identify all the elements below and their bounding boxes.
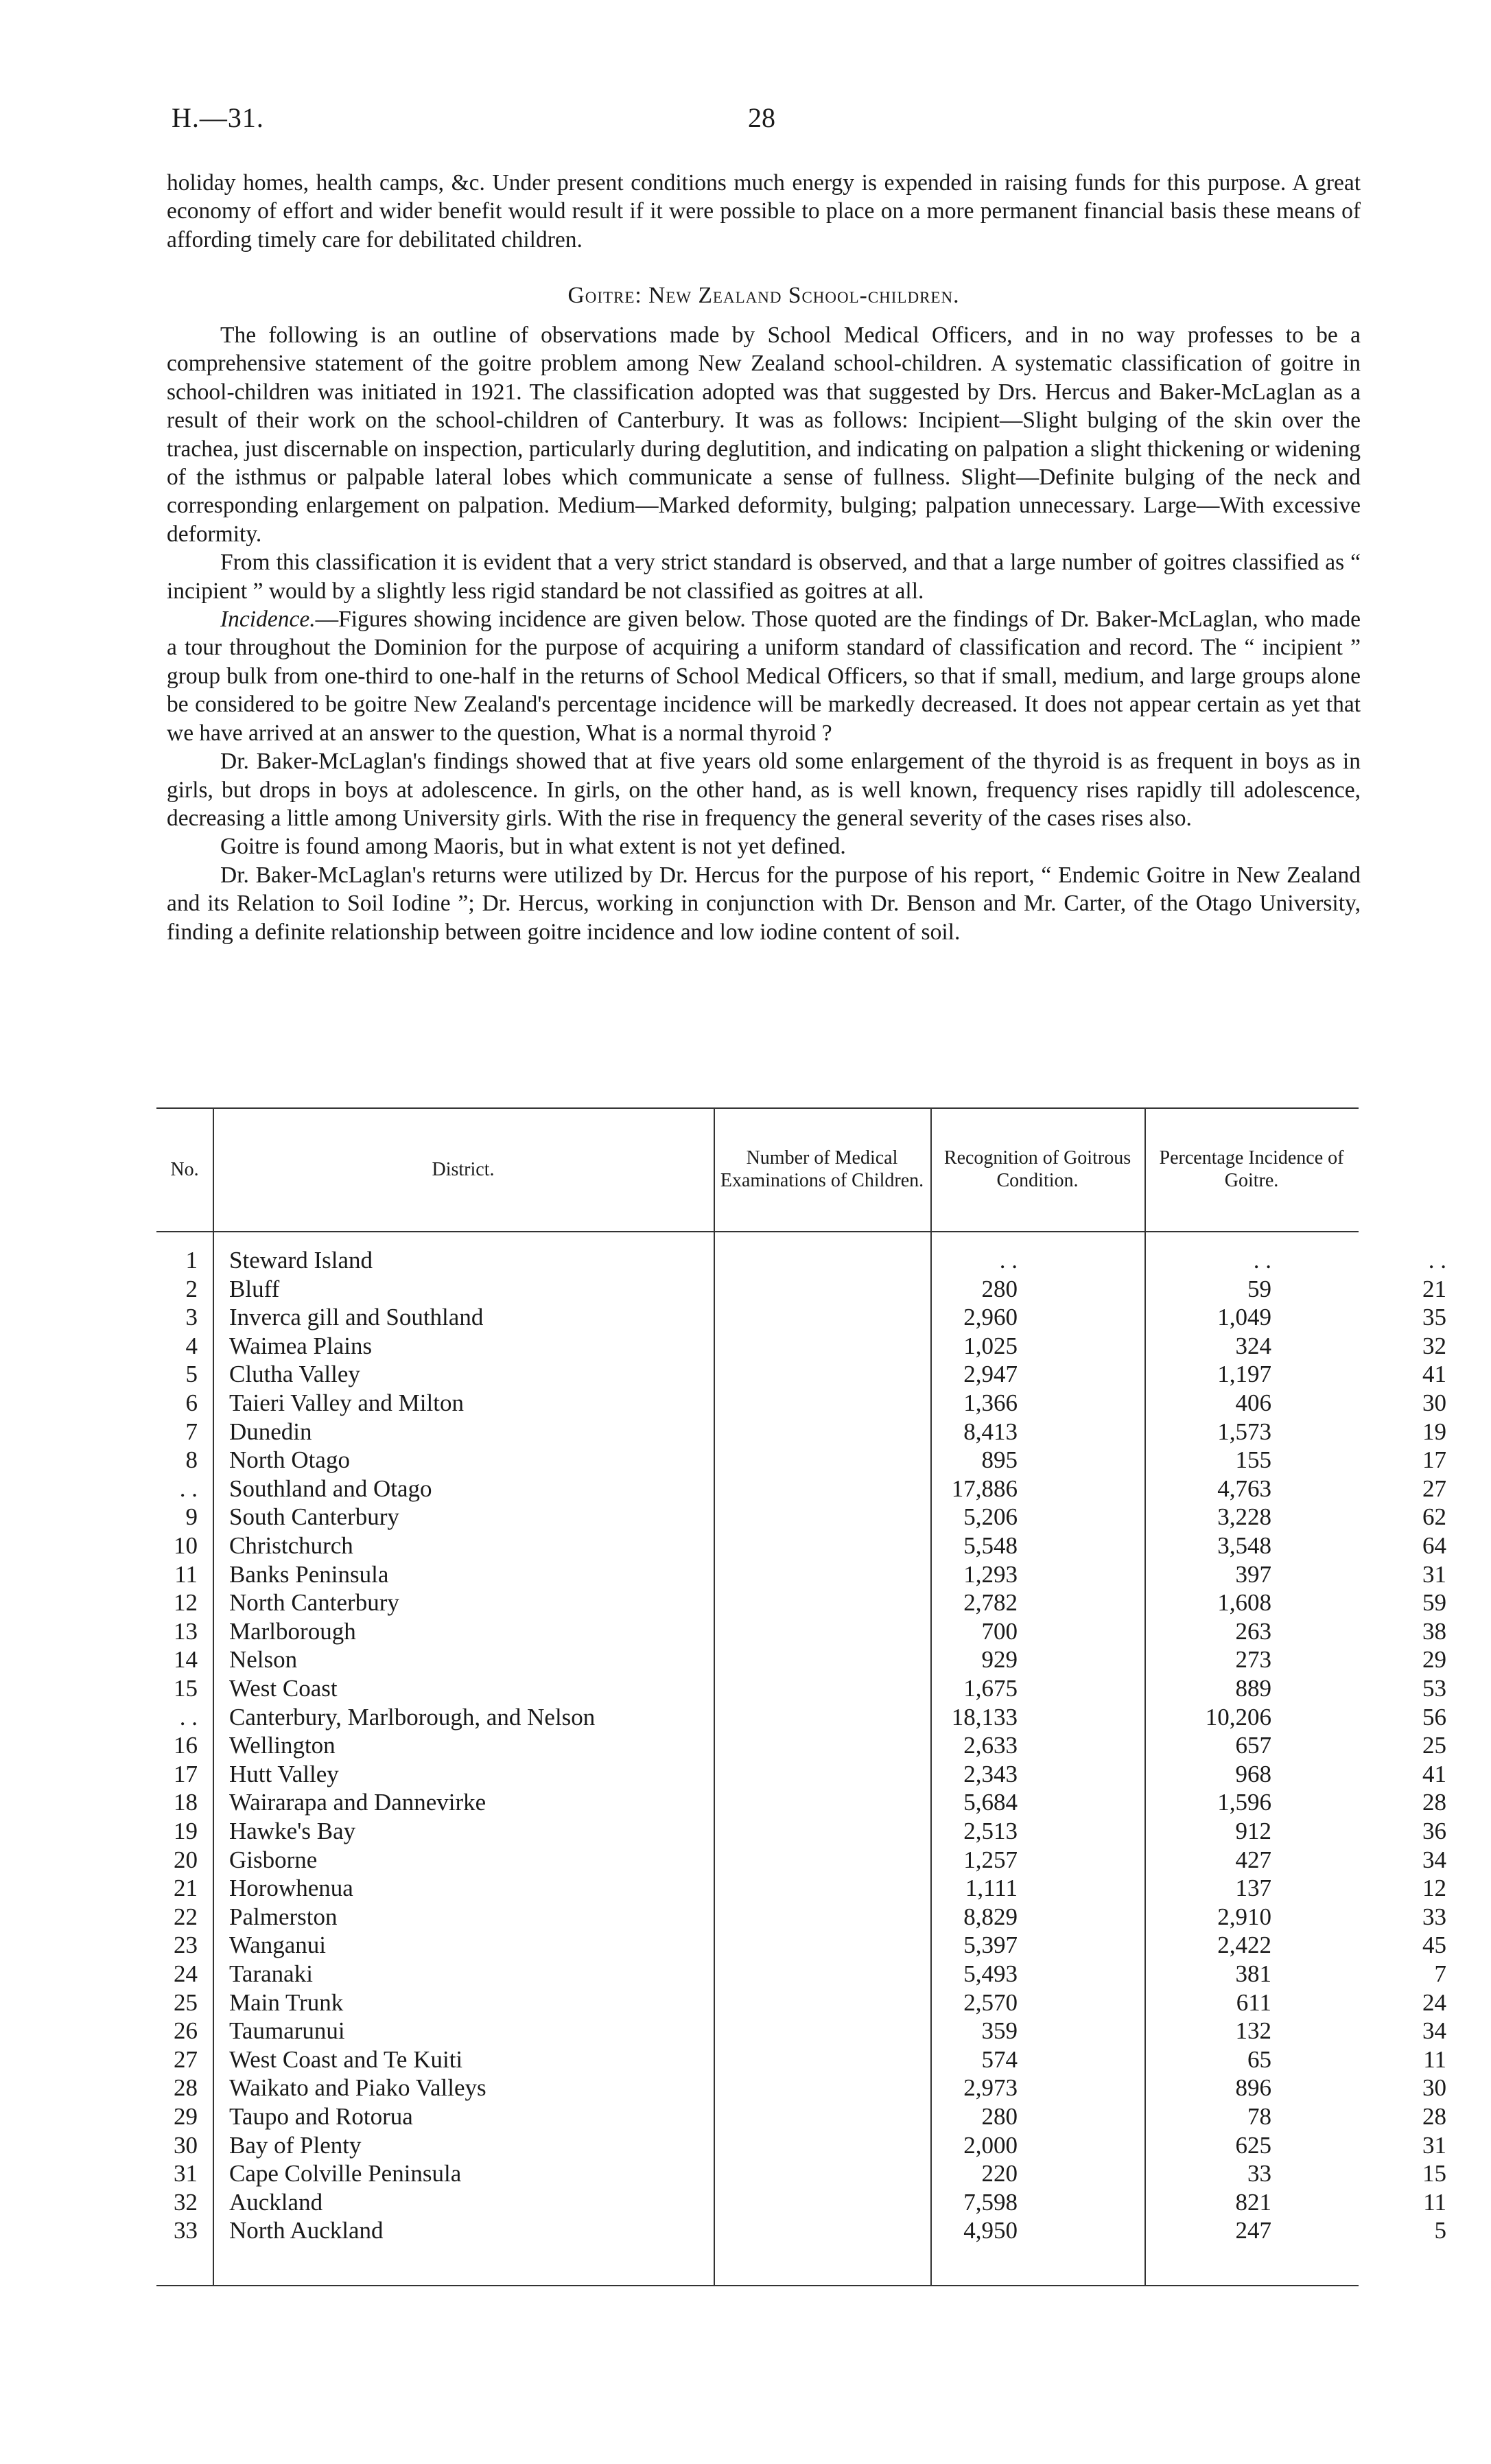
district-name: Horowhenua: [229, 1875, 353, 1902]
examinations-count: 2,960: [963, 1304, 1018, 1331]
row-number: 15: [174, 1675, 198, 1702]
percentage-incidence: 34: [1422, 1846, 1446, 1873]
examinations-count: 1,675: [963, 1675, 1018, 1702]
recognition-count: 155: [1235, 1446, 1271, 1474]
district-name: Nelson: [229, 1646, 298, 1674]
recognition-count: 10,206: [1205, 1703, 1271, 1730]
table-row: [156, 1731, 1446, 1760]
percentage-incidence: 7: [1434, 1960, 1446, 1987]
examinations-count: 1,293: [963, 1560, 1018, 1588]
examinations-count: 2,343: [963, 1760, 1018, 1787]
examinations-count: 280: [981, 1275, 1018, 1302]
incidence-text: —Figures showing incidence are given below. Those quoted are the findings of Dr. Baker-McLaglan, who made a tour throughout the Dominion for the purpose of acquiring a uniform standard of classification and record. The “ incipient ” group bulk from one-third to one-half in the returns of School Medical Officers, so that if small, medium, and large groups alone be considered to be goitre New Zealand's percentage incidence will be markedly decreased. It does not appear certain as yet that we have arrived at an answer to the question, What is a normal thyroid ?: [167, 607, 1361, 746]
row-number: 11: [174, 1560, 198, 1588]
row-number: . .: [179, 1703, 198, 1730]
row-number: 10: [174, 1532, 198, 1559]
recognition-count: 65: [1247, 2045, 1271, 2073]
row-number: 6: [185, 1389, 198, 1416]
table-row: [156, 1931, 1446, 1960]
row-number: 29: [174, 2103, 198, 2130]
percentage-incidence: 32: [1422, 1332, 1446, 1359]
header-examinations: Number of Medical Examinations of Children.: [720, 1147, 924, 1191]
table-row: [156, 1960, 1446, 1988]
table-row: [156, 2159, 1446, 2188]
row-number: 7: [185, 1418, 198, 1445]
row-number: 22: [174, 1903, 198, 1930]
table-row: [156, 2102, 1446, 2131]
district-name: Taumarunui: [229, 2017, 345, 2045]
recognition-count: . .: [1253, 1247, 1271, 1274]
row-number: 25: [174, 1988, 198, 2016]
row-number: 3: [185, 1304, 198, 1331]
examinations-count: 1,257: [963, 1846, 1018, 1873]
examinations-count: 574: [981, 2045, 1018, 2073]
recognition-count: 427: [1235, 1846, 1271, 1873]
examinations-count: 4,950: [963, 2217, 1018, 2244]
examinations-count: 8,829: [963, 1903, 1018, 1930]
district-name: Taieri Valley and Milton: [229, 1389, 464, 1416]
examinations-count: 8,413: [963, 1418, 1018, 1445]
examinations-count: 5,206: [963, 1503, 1018, 1531]
row-number: 33: [174, 2217, 198, 2244]
table-row: [156, 1817, 1446, 1846]
district-name: Canterbury, Marlborough, and Nelson: [229, 1703, 596, 1730]
recognition-count: 324: [1235, 1332, 1271, 1359]
table-row: [156, 1475, 1446, 1503]
table-row: [156, 1503, 1446, 1532]
row-number: 32: [174, 2188, 198, 2216]
table-row: [156, 1446, 1446, 1475]
paragraph-maoris: Goitre is found among Maoris, but in what extent is not yet defined.: [220, 834, 846, 860]
table-row: [156, 2045, 1446, 2074]
percentage-incidence: 25: [1422, 1732, 1446, 1759]
district-name: Main Trunk: [229, 1988, 344, 2016]
percentage-incidence: 11: [1423, 2045, 1446, 2073]
percentage-incidence: 30: [1422, 1389, 1446, 1416]
row-number: 4: [185, 1332, 198, 1359]
header-recognition: Recognition of Goitrous Condition.: [943, 1147, 1131, 1191]
percentage-incidence: 41: [1422, 1760, 1446, 1787]
percentage-incidence: . .: [1428, 1247, 1446, 1274]
recognition-count: 3,548: [1217, 1532, 1271, 1559]
examinations-count: 1,025: [963, 1332, 1018, 1359]
recognition-count: 406: [1235, 1389, 1271, 1416]
district-name: Waimea Plains: [229, 1332, 373, 1359]
percentage-incidence: 31: [1422, 2131, 1446, 2159]
district-name: Bluff: [229, 1275, 280, 1302]
district-name: Cape Colville Peninsula: [229, 2160, 462, 2187]
district-name: Banks Peninsula: [229, 1560, 389, 1588]
percentage-incidence: 41: [1422, 1361, 1446, 1388]
table-row: [156, 1532, 1446, 1560]
row-number: 21: [174, 1875, 198, 1902]
page-number: 28: [748, 102, 775, 133]
examinations-count: 17,886: [951, 1475, 1018, 1502]
row-number: 5: [185, 1361, 198, 1388]
percentage-incidence: 64: [1422, 1532, 1446, 1559]
table-bottom-rule: [156, 2285, 1359, 2286]
row-number: 26: [174, 2017, 198, 2045]
recognition-count: 3,228: [1217, 1503, 1271, 1531]
percentage-incidence: 31: [1422, 1560, 1446, 1588]
recognition-count: 1,596: [1217, 1789, 1271, 1816]
document-reference: H.—31.: [172, 102, 264, 133]
percentage-incidence: 17: [1422, 1446, 1446, 1474]
row-number: 18: [174, 1789, 198, 1816]
row-number: 30: [174, 2131, 198, 2159]
examinations-count: 2,782: [963, 1589, 1018, 1617]
percentage-incidence: 5: [1434, 2217, 1446, 2244]
table-row: [156, 1360, 1446, 1389]
row-number: 8: [185, 1446, 198, 1474]
table-row: [156, 1389, 1446, 1418]
recognition-count: 247: [1235, 2217, 1271, 2244]
percentage-incidence: 30: [1422, 2074, 1446, 2102]
table-row: [156, 2074, 1446, 2102]
percentage-incidence: 38: [1422, 1617, 1446, 1645]
intro-paragraph-block: [167, 169, 1361, 254]
recognition-count: 968: [1235, 1760, 1271, 1787]
percentage-incidence: 24: [1422, 1988, 1446, 2016]
district-name: Waikato and Piako Valleys: [229, 2074, 486, 2102]
district-name: Inverca gill and Southland: [229, 1304, 484, 1331]
examinations-count: 359: [981, 2017, 1018, 2045]
percentage-incidence: 35: [1422, 1304, 1446, 1331]
recognition-count: 1,573: [1217, 1418, 1271, 1445]
table-row: [156, 1903, 1446, 1932]
percentage-incidence: 15: [1422, 2160, 1446, 2187]
recognition-count: 397: [1235, 1560, 1271, 1588]
paragraph-strict-standard: From this classification it is evident that a very strict standard is observed, and that a large number of goitres classified as “ incipient ” would by a slightly less rigid standard be not classified as goitres at all.: [167, 550, 1361, 604]
percentage-incidence: 29: [1422, 1646, 1446, 1674]
examinations-count: 1,111: [965, 1875, 1018, 1902]
percentage-incidence: 11: [1423, 2188, 1446, 2216]
row-number: 23: [174, 1932, 198, 1959]
examinations-count: 220: [981, 2160, 1018, 2187]
district-name: Steward Island: [229, 1247, 373, 1274]
recognition-count: 59: [1247, 1275, 1271, 1302]
percentage-incidence: 21: [1422, 1275, 1446, 1302]
recognition-count: 821: [1235, 2188, 1271, 2216]
examinations-count: . .: [999, 1247, 1018, 1274]
examinations-count: 2,947: [963, 1361, 1018, 1388]
percentage-incidence: 28: [1422, 2103, 1446, 2130]
table-row: [156, 1246, 1446, 1275]
table-row: [156, 1988, 1446, 2017]
table-row: [156, 2216, 1446, 2245]
row-number: 27: [174, 2045, 198, 2073]
district-name: North Otago: [229, 1446, 350, 1474]
percentage-incidence: 56: [1422, 1703, 1446, 1730]
paragraph-incidence: [167, 605, 1361, 747]
percentage-incidence: 34: [1422, 2017, 1446, 2045]
table-row: [156, 1846, 1446, 1875]
district-name: Hawke's Bay: [229, 1818, 356, 1844]
district-name: Wanganui: [229, 1932, 327, 1959]
recognition-count: 78: [1247, 2103, 1271, 2130]
district-name: Gisborne: [229, 1846, 318, 1873]
table-row: [156, 1788, 1446, 1817]
district-name: West Coast: [229, 1675, 338, 1702]
intro-paragraph: holiday homes, health camps, &c. Under present conditions much energy is expended in raising funds for this purpose. A great economy of effort and wider benefit would result if it were possible to place on a more permanent financial basis these means of affording timely care for debilitated children.: [167, 170, 1361, 253]
recognition-count: 132: [1235, 2017, 1271, 2045]
recognition-count: 912: [1235, 1818, 1271, 1844]
recognition-count: 1,049: [1217, 1304, 1271, 1331]
row-number: 1: [185, 1247, 198, 1274]
percentage-incidence: 19: [1422, 1418, 1446, 1445]
recognition-count: 611: [1236, 1988, 1271, 2016]
district-name: Bay of Plenty: [229, 2131, 362, 2159]
recognition-count: 381: [1235, 1960, 1271, 1987]
row-number: 16: [174, 1732, 198, 1759]
recognition-count: 657: [1235, 1732, 1271, 1759]
section-title: Goitre: New Zealand School-children.: [567, 283, 960, 308]
recognition-count: 137: [1235, 1875, 1271, 1902]
examinations-count: 895: [981, 1446, 1018, 1474]
row-number: 17: [174, 1760, 198, 1787]
table-row: [156, 2131, 1446, 2160]
examinations-count: 5,548: [963, 1532, 1018, 1559]
percentage-incidence: 53: [1422, 1675, 1446, 1702]
table-row: [156, 1645, 1446, 1674]
examinations-count: 5,493: [963, 1960, 1018, 1987]
district-name: Clutha Valley: [229, 1361, 360, 1388]
page-header: [172, 102, 1379, 143]
examinations-count: 700: [981, 1617, 1018, 1645]
examinations-count: 7,598: [963, 2188, 1018, 2216]
row-number: 14: [174, 1646, 198, 1674]
recognition-count: 2,910: [1217, 1903, 1271, 1930]
examinations-count: 5,684: [963, 1789, 1018, 1816]
percentage-incidence: 33: [1422, 1903, 1446, 1930]
table-row: [156, 1760, 1446, 1789]
percentage-incidence: 62: [1422, 1503, 1446, 1531]
table-row: [156, 1588, 1446, 1617]
examinations-count: 1,366: [963, 1389, 1018, 1416]
recognition-count: 2,422: [1217, 1932, 1271, 1959]
header-no: No.: [170, 1158, 199, 1180]
percentage-incidence: 36: [1422, 1818, 1446, 1844]
paragraph-classification: The following is an outline of observations made by School Medical Officers, and in no way professes to be a comprehensive statement of the goitre problem among New Zealand school-children. A systematic classification of goitre in school-children was initiated in 1921. The classification adopted was that suggested by Drs. Hercus and Baker-McLaglan as a result of their work on the school-children of Canterbury. It was as follows: Incipient—Slight bulging of the skin over the trachea, just discernable on inspection, particularly during deglutition, and indicating on palpation a slight thickening or widening of the isthmus or palpable lateral lobes which communicate a sense of fullness. Slight—Definite bulging of the neck and corresponding enlargement on palpation. Medium—Marked deformity, bulging; palpation unnecessary. Large—With excessive deformity.: [167, 322, 1361, 547]
examinations-count: 2,000: [963, 2131, 1018, 2159]
table-row: [156, 1418, 1446, 1446]
examinations-count: 2,973: [963, 2074, 1018, 2102]
table-row: [156, 1332, 1446, 1361]
table-row: [156, 2017, 1446, 2045]
examinations-count: 929: [981, 1646, 1018, 1674]
row-number: 28: [174, 2074, 198, 2102]
table-header-rule: [156, 1231, 1359, 1232]
district-name: Auckland: [229, 2188, 323, 2216]
recognition-count: 889: [1235, 1675, 1271, 1702]
row-number: . .: [179, 1475, 198, 1502]
percentage-incidence: 12: [1422, 1875, 1446, 1902]
examinations-count: 2,513: [963, 1818, 1018, 1844]
district-name: Marlborough: [229, 1617, 356, 1645]
row-number: 2: [185, 1275, 198, 1302]
table-row: [156, 1617, 1446, 1646]
table-row: [156, 1303, 1446, 1332]
examinations-count: 5,397: [963, 1932, 1018, 1959]
table-row: [156, 1703, 1446, 1732]
district-name: North Auckland: [229, 2217, 384, 2244]
district-name: Hutt Valley: [229, 1760, 339, 1787]
recognition-count: 273: [1235, 1646, 1271, 1674]
table-row: [156, 2188, 1446, 2217]
district-name: West Coast and Te Kuiti: [229, 2045, 463, 2073]
district-name: Wairarapa and Dannevirke: [229, 1789, 486, 1816]
row-number: 9: [185, 1503, 198, 1531]
recognition-count: 896: [1235, 2074, 1271, 2102]
district-name: South Canterbury: [229, 1503, 399, 1531]
examinations-count: 2,633: [963, 1732, 1018, 1759]
examinations-count: 18,133: [951, 1703, 1018, 1730]
district-name: Palmerston: [229, 1903, 338, 1930]
district-name: Wellington: [229, 1732, 336, 1759]
recognition-count: 33: [1247, 2160, 1271, 2187]
table-row: [156, 1874, 1446, 1903]
row-number: 19: [174, 1818, 198, 1844]
examinations-count: 2,570: [963, 1988, 1018, 2016]
row-number: 12: [174, 1589, 198, 1617]
row-number: 31: [174, 2160, 198, 2187]
district-name: Christchurch: [229, 1532, 353, 1559]
percentage-incidence: 45: [1422, 1932, 1446, 1959]
row-number: 24: [174, 1960, 198, 1987]
row-number: 20: [174, 1846, 198, 1873]
paragraph-findings: Dr. Baker-McLaglan's findings showed that at five years old some enlargement of the thyroid is as frequent in boys as in girls, but drops in boys at adolescence. In girls, on the other hand, as is well known, frequency rises rapidly till adolescence, decreasing a little among University girls. With the rise in frequency the general severity of the cases rises also.: [167, 749, 1361, 831]
district-name: Taranaki: [229, 1960, 313, 1987]
percentage-incidence: 27: [1422, 1475, 1446, 1502]
header-district: District.: [432, 1158, 495, 1180]
recognition-count: 1,197: [1217, 1361, 1271, 1388]
recognition-count: 1,608: [1217, 1589, 1271, 1617]
percentage-incidence: 59: [1422, 1589, 1446, 1617]
incidence-label: Incidence.: [220, 607, 316, 633]
district-name: Southland and Otago: [229, 1475, 432, 1502]
recognition-count: 625: [1235, 2131, 1271, 2159]
percentage-incidence: 28: [1422, 1789, 1446, 1816]
paragraph-hercus-report: Dr. Baker-McLaglan's returns were utilized by Dr. Hercus for the purpose of his report, “ Endemic Goitre in New Zealand and its Relation to Soil Iodine ”; Dr. Hercus, working in conjunction with Dr. Benson and Mr. Carter, of the Otago University, finding a definite relationship between goitre incidence and low iodine content of soil.: [167, 862, 1361, 945]
table-row: [156, 1560, 1446, 1589]
district-name: Dunedin: [229, 1418, 312, 1445]
district-name: Taupo and Rotorua: [229, 2103, 413, 2130]
body-text: [167, 321, 1361, 946]
table-row: [156, 1275, 1446, 1304]
recognition-count: 4,763: [1217, 1475, 1271, 1502]
recognition-count: 263: [1235, 1617, 1271, 1645]
header-percentage: Percentage Incidence of Goitre.: [1159, 1147, 1344, 1191]
row-number: 13: [174, 1617, 198, 1645]
examinations-count: 280: [981, 2103, 1018, 2130]
goitre-incidence-table: [156, 1107, 1446, 2295]
district-name: North Canterbury: [229, 1589, 399, 1617]
table-row: [156, 1674, 1446, 1703]
